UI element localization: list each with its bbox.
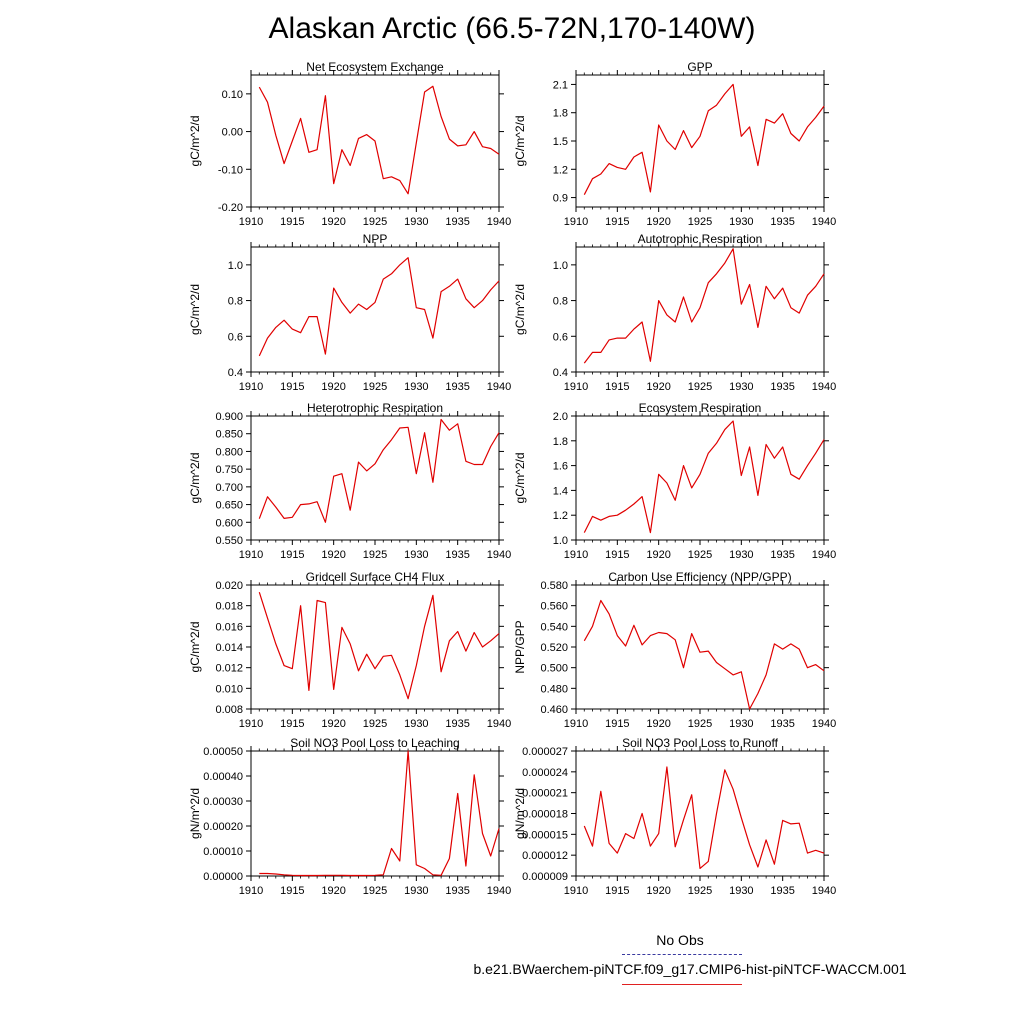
x-tick-label: 1920 bbox=[646, 381, 671, 393]
x-tick-label: 1935 bbox=[770, 718, 795, 730]
series-line bbox=[584, 84, 824, 194]
y-tick-label: 0.8 bbox=[552, 295, 568, 308]
y-tick-label: 0.560 bbox=[540, 600, 568, 613]
chart-title: Carbon Use Efficiency (NPP/GPP) bbox=[608, 570, 792, 584]
chart-panel-2 bbox=[513, 60, 836, 228]
x-tick-label: 1915 bbox=[605, 718, 630, 730]
y-axis-label: gC/m^2/d bbox=[188, 115, 202, 167]
series-line bbox=[584, 421, 824, 533]
y-tick-label: 0.540 bbox=[540, 621, 568, 634]
y-tick-label: 0.016 bbox=[215, 621, 243, 634]
x-tick-label: 1920 bbox=[321, 381, 346, 393]
y-tick-label: 0.008 bbox=[215, 704, 243, 716]
x-tick-label: 1930 bbox=[404, 885, 429, 897]
x-tick-label: 1935 bbox=[770, 549, 795, 561]
x-tick-label: 1935 bbox=[770, 216, 795, 228]
x-tick-label: 1925 bbox=[362, 216, 388, 228]
chart-panel-6 bbox=[513, 401, 836, 561]
y-tick-label: 0.520 bbox=[540, 642, 568, 654]
y-tick-label: 0.018 bbox=[215, 600, 243, 613]
y-tick-label: 1.6 bbox=[552, 460, 568, 473]
x-tick-label: 1930 bbox=[404, 549, 429, 561]
series-line bbox=[259, 420, 499, 523]
chart-panel-9 bbox=[188, 736, 511, 897]
x-tick-label: 1940 bbox=[486, 718, 512, 730]
x-tick-label: 1910 bbox=[238, 381, 264, 393]
y-tick-label: 0.600 bbox=[215, 517, 243, 530]
plot-frame bbox=[576, 751, 824, 876]
y-tick-label: 0.00 bbox=[221, 126, 243, 139]
y-tick-label: 0.750 bbox=[215, 464, 243, 477]
plot-frame bbox=[576, 75, 824, 207]
x-tick-label: 1930 bbox=[729, 885, 754, 897]
x-tick-label: 1910 bbox=[238, 718, 264, 730]
chart-panel-5 bbox=[188, 401, 511, 561]
y-tick-label: 1.0 bbox=[552, 259, 568, 272]
chart-title: Autotrophic Respiration bbox=[637, 232, 763, 246]
x-tick-label: 1910 bbox=[238, 549, 264, 561]
y-tick-label: 0.480 bbox=[540, 683, 568, 696]
chart-title: Net Ecosystem Exchange bbox=[306, 60, 444, 74]
y-tick-label: 0.6 bbox=[227, 331, 243, 344]
plot-frame bbox=[576, 247, 824, 372]
y-tick-label: 0.000009 bbox=[522, 871, 568, 883]
x-tick-label: 1930 bbox=[729, 216, 754, 228]
y-tick-label: 0.00040 bbox=[203, 771, 243, 783]
x-tick-label: 1915 bbox=[605, 885, 630, 897]
x-tick-label: 1915 bbox=[280, 885, 305, 897]
x-tick-label: 1940 bbox=[811, 885, 837, 897]
y-tick-label: 0.580 bbox=[540, 580, 568, 592]
x-tick-label: 1915 bbox=[605, 381, 630, 393]
legend-obs-label: No Obs bbox=[656, 932, 704, 948]
plot-frame bbox=[251, 416, 499, 540]
x-tick-label: 1930 bbox=[404, 216, 429, 228]
x-tick-label: 1940 bbox=[486, 216, 512, 228]
legend-case-line bbox=[622, 984, 742, 985]
y-tick-label: 0.8 bbox=[227, 295, 243, 308]
x-tick-label: 1935 bbox=[770, 885, 795, 897]
y-tick-label: 0.4 bbox=[227, 367, 243, 379]
legend-case-label: b.e21.BWaerchem-piNTCF.f09_g17.CMIP6-hist-piNTCF-WACCM.001 bbox=[473, 961, 907, 977]
series-line bbox=[259, 751, 499, 876]
x-tick-label: 1935 bbox=[445, 549, 470, 561]
y-tick-label: 0.00000 bbox=[203, 871, 243, 883]
y-axis-label: gC/m^2/d bbox=[513, 452, 527, 504]
x-tick-label: 1940 bbox=[811, 549, 837, 561]
x-tick-label: 1925 bbox=[362, 885, 388, 897]
series-line bbox=[584, 601, 824, 710]
plot-frame bbox=[251, 751, 499, 876]
x-tick-label: 1935 bbox=[445, 381, 470, 393]
y-tick-label: 0.10 bbox=[221, 88, 243, 101]
x-tick-label: 1915 bbox=[280, 216, 305, 228]
y-tick-label: 0.00020 bbox=[203, 821, 243, 833]
y-tick-label: 0.900 bbox=[215, 411, 243, 423]
y-tick-label: 1.0 bbox=[227, 259, 243, 272]
x-tick-label: 1935 bbox=[770, 381, 795, 393]
chart-title: Ecosystem Respiration bbox=[638, 401, 762, 415]
y-tick-label: 0.4 bbox=[552, 367, 568, 379]
y-tick-label: 0.020 bbox=[215, 580, 243, 592]
x-tick-label: 1915 bbox=[605, 216, 630, 228]
x-tick-label: 1915 bbox=[605, 549, 630, 561]
x-tick-label: 1930 bbox=[729, 549, 754, 561]
plot-frame bbox=[251, 585, 499, 709]
y-axis-label: gN/m^2/d bbox=[513, 788, 527, 839]
series-line bbox=[259, 258, 499, 356]
x-tick-label: 1920 bbox=[321, 549, 346, 561]
x-tick-label: 1925 bbox=[687, 216, 713, 228]
y-tick-label: 1.2 bbox=[552, 164, 568, 177]
plot-frame bbox=[251, 247, 499, 372]
chart-title: Soil NO3 Pool Loss to Leaching bbox=[290, 736, 460, 750]
y-tick-label: 0.000012 bbox=[522, 850, 568, 863]
x-tick-label: 1910 bbox=[563, 216, 589, 228]
y-tick-label: 0.6 bbox=[552, 331, 568, 344]
x-tick-label: 1925 bbox=[362, 549, 388, 561]
y-tick-label: 0.000021 bbox=[522, 787, 568, 800]
x-tick-label: 1910 bbox=[238, 885, 264, 897]
series-line bbox=[584, 767, 824, 868]
y-tick-label: 0.500 bbox=[540, 662, 568, 675]
x-tick-label: 1915 bbox=[280, 381, 305, 393]
chart-title: NPP bbox=[362, 232, 388, 246]
x-tick-label: 1910 bbox=[563, 549, 589, 561]
x-tick-label: 1920 bbox=[646, 216, 671, 228]
x-tick-label: 1920 bbox=[646, 549, 671, 561]
x-tick-label: 1930 bbox=[404, 718, 429, 730]
y-tick-label: -0.10 bbox=[217, 164, 243, 177]
x-tick-label: 1925 bbox=[687, 381, 713, 393]
plot-frame bbox=[576, 416, 824, 540]
y-tick-label: 0.850 bbox=[215, 428, 243, 441]
y-tick-label: 0.000024 bbox=[522, 766, 568, 779]
y-tick-label: 0.550 bbox=[215, 535, 243, 547]
x-tick-label: 1940 bbox=[486, 549, 512, 561]
x-tick-label: 1940 bbox=[811, 381, 837, 393]
y-axis-label: gC/m^2/d bbox=[188, 621, 202, 673]
y-tick-label: 0.460 bbox=[540, 704, 568, 716]
x-tick-label: 1925 bbox=[362, 718, 388, 730]
y-tick-label: 2.1 bbox=[552, 79, 568, 92]
x-tick-label: 1940 bbox=[486, 381, 512, 393]
x-tick-label: 1940 bbox=[486, 885, 512, 897]
chart-title: GPP bbox=[687, 60, 713, 74]
x-tick-label: 1940 bbox=[811, 718, 837, 730]
x-tick-label: 1910 bbox=[563, 885, 589, 897]
y-tick-label: 0.000015 bbox=[522, 829, 568, 842]
x-tick-label: 1940 bbox=[811, 216, 837, 228]
y-tick-label: 0.014 bbox=[215, 642, 243, 654]
x-tick-label: 1935 bbox=[445, 216, 470, 228]
x-tick-label: 1920 bbox=[321, 885, 346, 897]
y-axis-label: gC/m^2/d bbox=[513, 284, 527, 335]
y-tick-label: -0.20 bbox=[217, 202, 243, 214]
y-tick-label: 2.0 bbox=[552, 411, 568, 423]
y-tick-label: 0.000018 bbox=[522, 808, 568, 821]
chart-title: Heterotrophic Respiration bbox=[306, 401, 444, 415]
page-title: Alaskan Arctic (66.5-72N,170-140W) bbox=[268, 12, 756, 45]
x-tick-label: 1930 bbox=[729, 718, 754, 730]
x-tick-label: 1925 bbox=[687, 885, 713, 897]
y-axis-label: NPP/GPP bbox=[513, 620, 527, 674]
chart-panel-7 bbox=[188, 570, 511, 730]
y-tick-label: 1.8 bbox=[552, 435, 568, 448]
x-tick-label: 1930 bbox=[404, 381, 429, 393]
x-tick-label: 1920 bbox=[646, 718, 671, 730]
x-tick-label: 1925 bbox=[687, 549, 713, 561]
y-tick-label: 0.800 bbox=[215, 446, 243, 459]
x-tick-label: 1920 bbox=[646, 885, 671, 897]
series-line bbox=[259, 592, 499, 699]
y-axis-label: gC/m^2/d bbox=[188, 452, 202, 504]
x-tick-label: 1915 bbox=[280, 549, 305, 561]
x-tick-label: 1925 bbox=[362, 381, 388, 393]
chart-title: Gridcell Surface CH4 Flux bbox=[305, 570, 445, 584]
y-axis-label: gC/m^2/d bbox=[513, 115, 527, 167]
x-tick-label: 1920 bbox=[321, 216, 346, 228]
chart-panel-4 bbox=[513, 232, 836, 393]
y-tick-label: 0.000027 bbox=[522, 746, 568, 758]
x-tick-label: 1920 bbox=[321, 718, 346, 730]
y-tick-label: 0.650 bbox=[215, 499, 243, 512]
y-tick-label: 1.8 bbox=[552, 107, 568, 120]
y-tick-label: 0.010 bbox=[215, 683, 243, 696]
y-tick-label: 0.00010 bbox=[203, 846, 243, 858]
y-tick-label: 1.5 bbox=[552, 136, 568, 148]
x-tick-label: 1935 bbox=[445, 718, 470, 730]
y-tick-label: 1.2 bbox=[552, 510, 568, 523]
x-tick-label: 1910 bbox=[563, 718, 589, 730]
legend-obs-line bbox=[622, 954, 742, 955]
y-tick-label: 0.00050 bbox=[203, 746, 243, 758]
y-tick-label: 1.4 bbox=[552, 485, 568, 498]
chart-title: Soil NO3 Pool Loss to Runoff bbox=[622, 736, 778, 750]
x-tick-label: 1910 bbox=[238, 216, 264, 228]
x-tick-label: 1925 bbox=[687, 718, 713, 730]
chart-panel-10 bbox=[513, 736, 836, 897]
series-line bbox=[584, 249, 824, 363]
chart-panel-1 bbox=[188, 60, 511, 228]
y-axis-label: gC/m^2/d bbox=[188, 284, 202, 335]
y-tick-label: 0.00030 bbox=[203, 796, 243, 808]
y-axis-label: gN/m^2/d bbox=[188, 788, 202, 839]
x-tick-label: 1935 bbox=[445, 885, 470, 897]
series-line bbox=[259, 86, 499, 194]
x-tick-label: 1930 bbox=[729, 381, 754, 393]
y-tick-label: 0.700 bbox=[215, 481, 243, 494]
chart-panel-8 bbox=[513, 570, 836, 730]
y-tick-label: 1.0 bbox=[552, 535, 568, 547]
chart-panel-3 bbox=[188, 232, 511, 393]
x-tick-label: 1915 bbox=[280, 718, 305, 730]
y-tick-label: 0.012 bbox=[215, 662, 243, 675]
x-tick-label: 1910 bbox=[563, 381, 589, 393]
y-tick-label: 0.9 bbox=[552, 192, 568, 205]
